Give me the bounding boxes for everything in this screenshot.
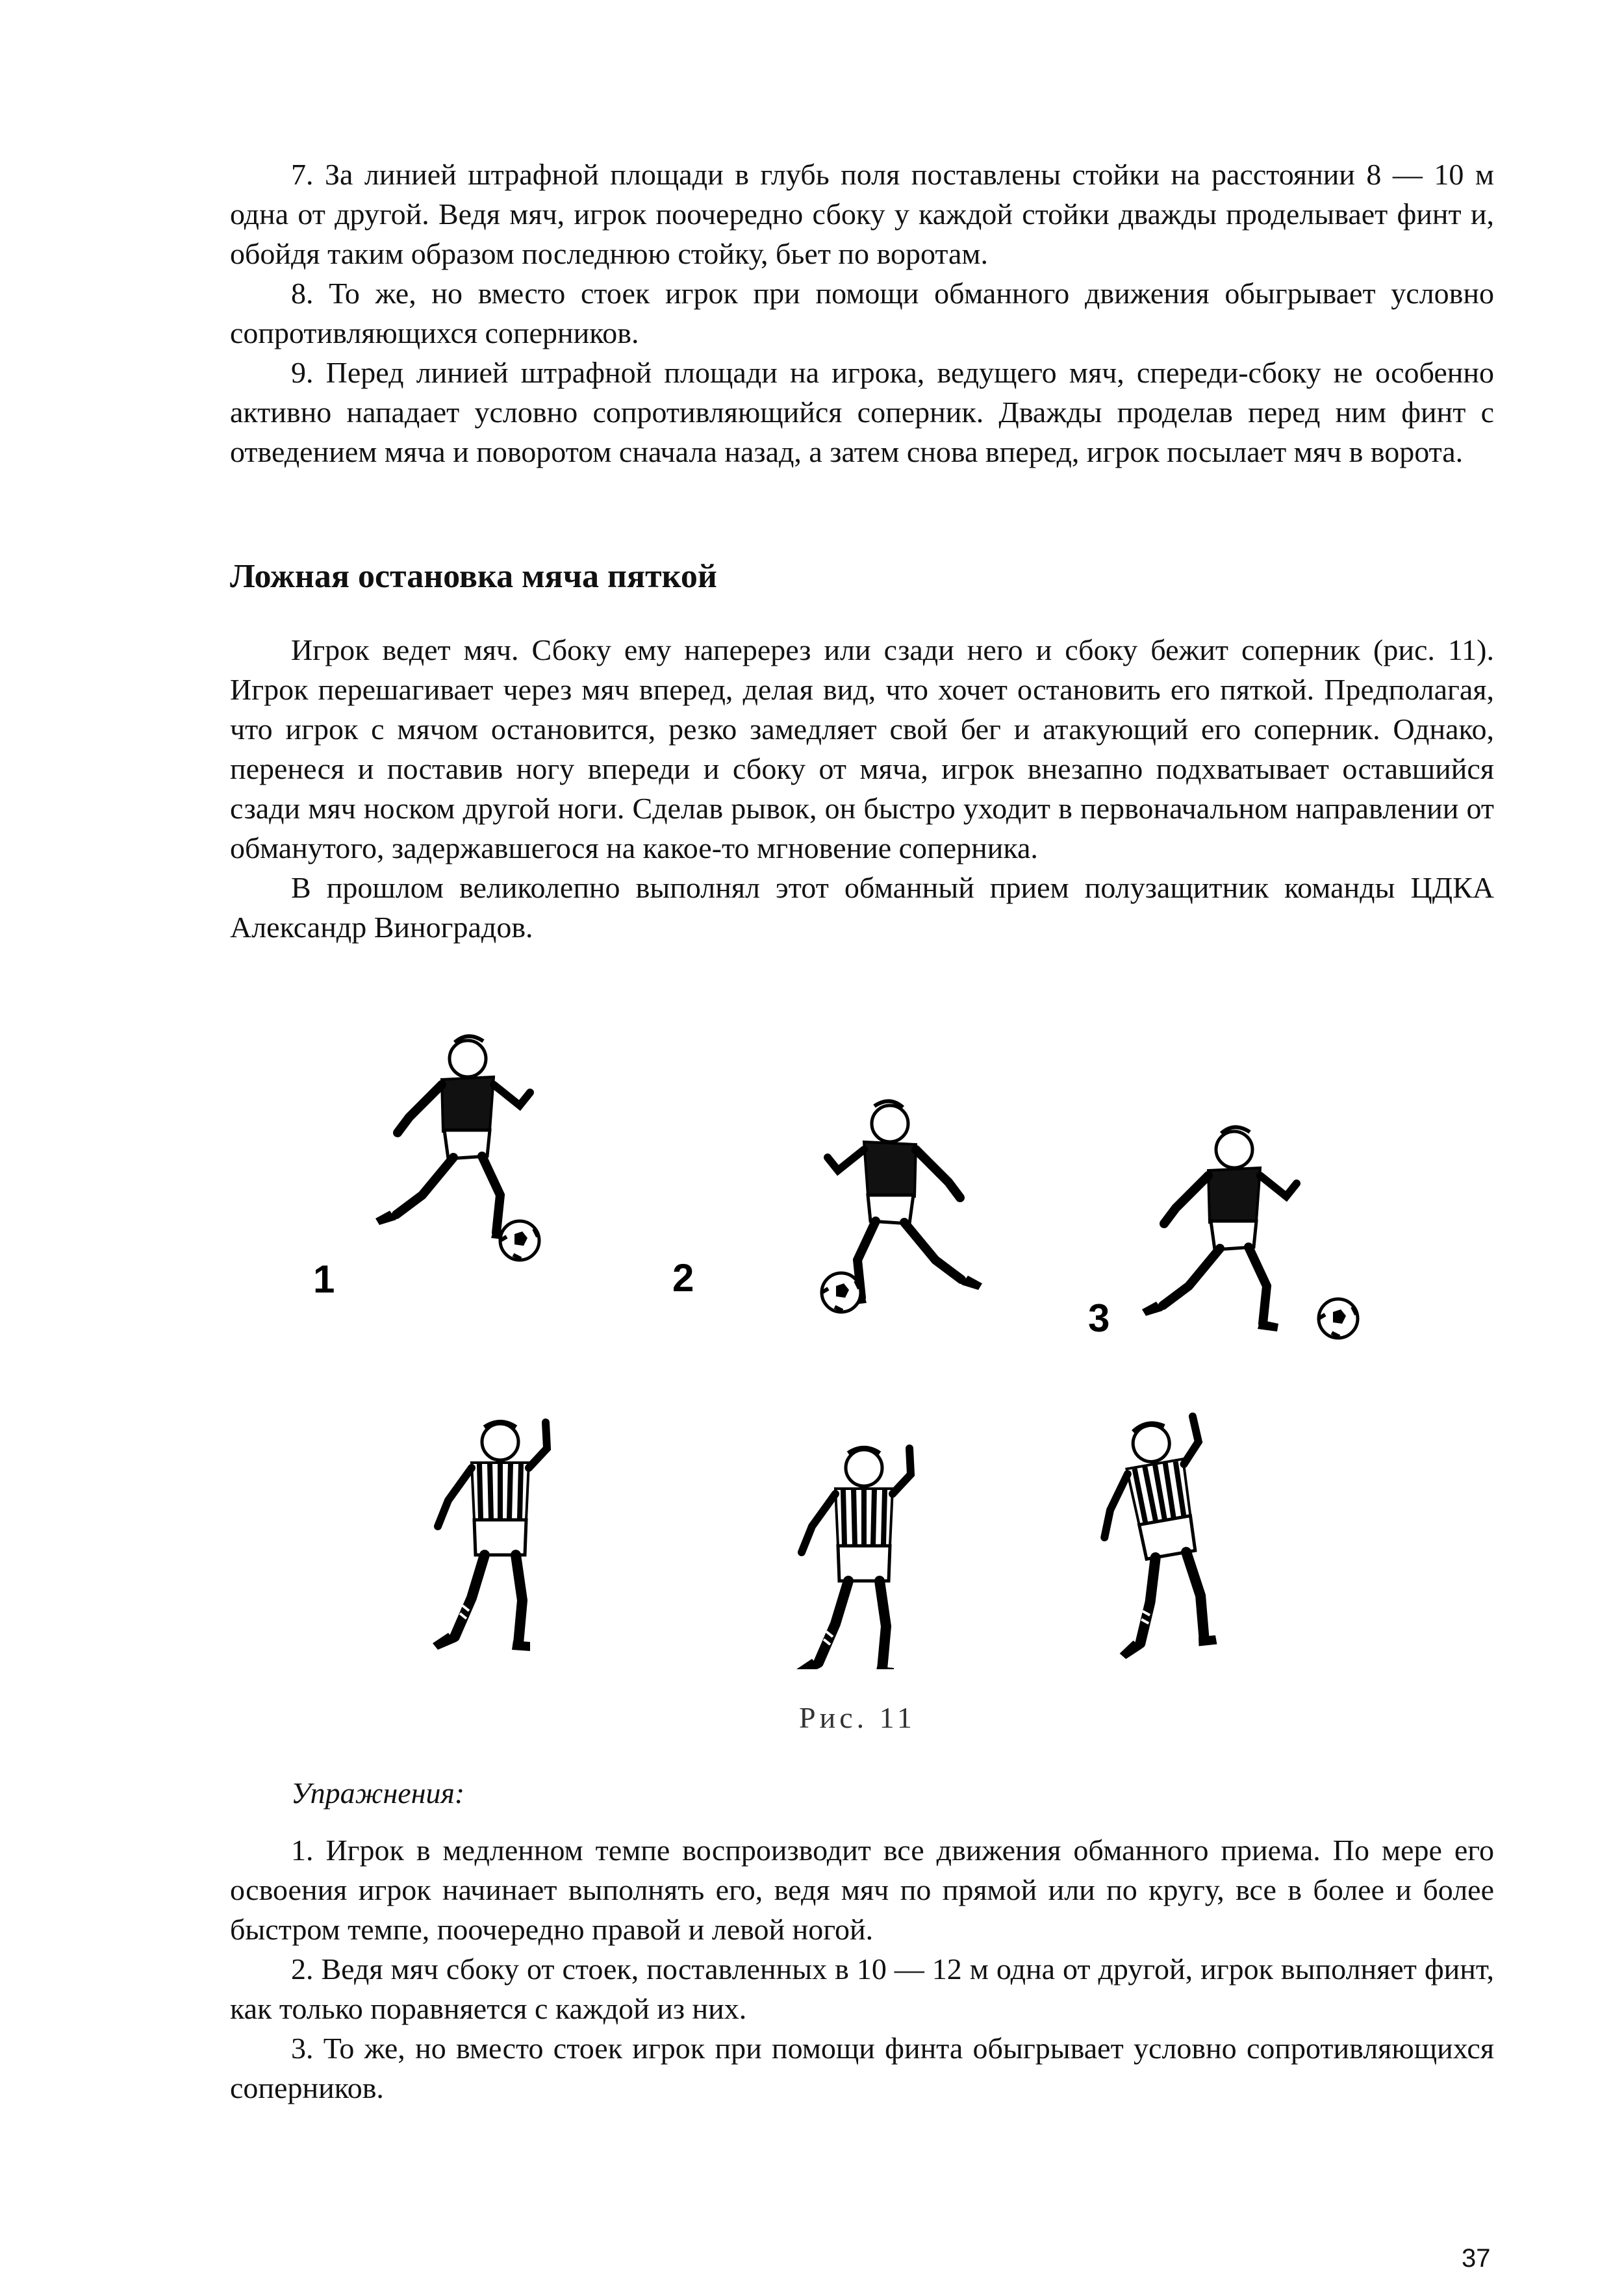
body-paragraph: Игрок ведет мяч. Сбоку ему наперерез или сзади него и сбоку бежит соперник (рис. 11). Игрок перешагивает через мяч вперед, делая вид, что хочет остановить его пяткой. Предполагая, что игрок с мячом остановится, резко замедляет свой бег и атакующий его соперник. Однако, перенеся и поставив ногу впереди и сбоку от мяча, игрок внезапно подхватывает оставшийся сзади мяч носком другой ноги. Сделав рывок, он быстро уходит в первоначальном направлении от обманутого, задержавшегося на какое-то мгновение соперника. [230, 633, 1494, 864]
opponent-frame-2 [796, 1448, 911, 1669]
exercise-paragraph-8: 8. То же, но вместо стоек игрок при помощи обманного движения обыгрывает условно сопротивляющихся соперников. [230, 277, 1494, 349]
section-body [230, 630, 1494, 947]
top-exercise-list [230, 155, 1494, 472]
opponent-frame-1 [433, 1422, 547, 1651]
opponent-frame-3 [1082, 1416, 1234, 1661]
body-paragraph: В прошлом великолепно выполнял этот обманный прием полузащитник команды ЦДКА Александр Виноградов. [230, 871, 1494, 944]
page-number: 37 [1462, 2244, 1491, 2273]
frame-label-1: 1 [313, 1257, 335, 1301]
frame-label-3: 3 [1088, 1296, 1110, 1340]
exercise-item-2: 2. Ведя мяч сбоку от стоек, поставленных в 10 — 12 м одна от другой, игрок выполняет финт, как только поравняется с каждой из них. [230, 1952, 1494, 2025]
ball-frame-2 [822, 1273, 861, 1312]
exercise-item-1: 1. Игрок в медленном темпе воспроизводит все движения обманного приема. По мере его освоения игрок начинает выполнять его, ведя мяч по прямой или по кругу, все в более и более быстром темпе, поочередно правой и левой ногой. [230, 1834, 1494, 1946]
ball-frame-3 [1319, 1299, 1358, 1338]
exercise-item-3: 3. То же, но вместо стоек игрок при помощи финта обыгрывает условно сопротивляющихся соперников. [230, 2032, 1494, 2104]
exercise-paragraph-7: 7. За линией штрафной площади в глубь поля поставлены стойки на расстоянии 8 — 10 м одна от другой. Ведя мяч, игрок поочередно сбоку у каждой стойки дважды проделывает финт и, обойдя таким образом последнюю стойку, бьет по воротам. [230, 158, 1494, 270]
figure-drawing [305, 1007, 1410, 1669]
player-with-ball-frame-3 [1142, 1127, 1297, 1331]
player-with-ball-frame-1 [375, 1036, 530, 1241]
ball-frame-1 [500, 1221, 539, 1260]
section-heading: Ложная остановка мяча пяткой [230, 558, 717, 595]
frame-label-2: 2 [672, 1256, 694, 1300]
figure-football-feint-illustration [305, 1007, 1410, 1669]
exercise-list [230, 1830, 1494, 2108]
exercises-label: Упражнения: [291, 1776, 465, 1810]
figure-caption: Рис. 11 [799, 1701, 916, 1734]
exercise-paragraph-9: 9. Перед линией штрафной площади на игрока, ведущего мяч, спереди-сбоку не особенно активно нападает условно сопротивляющийся соперник. Дважды проделав перед ним финт с отведением мяча и поворотом сначала назад, а затем снова вперед, игрок посылает мяч в ворота. [230, 356, 1494, 468]
